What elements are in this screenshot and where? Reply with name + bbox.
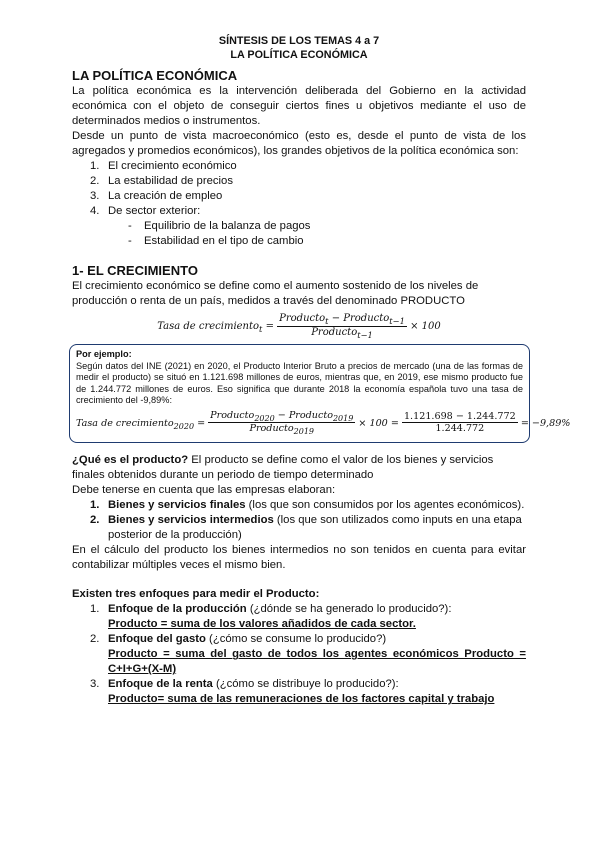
list-item: 1. Enfoque de la producción (¿dónde se ha generado lo producido?): Producto = suma de los valores añadidos de cada sector. <box>90 603 452 631</box>
list-item: 3. Enfoque de la renta (¿cómo se distribuye lo producido?): Producto= suma de las remuneraciones de los factores capital y trabajo <box>90 678 495 706</box>
list-item: 2. La estabilidad de precios <box>90 175 233 187</box>
objectives-list <box>72 159 526 219</box>
list-item: 1. El crecimiento económico <box>90 160 237 172</box>
paragraph-producto-definition: ¿Qué es el producto? El producto se define como el valor de los bienes y servicios finales obtenidos durante un periodo de tiempo determinado <box>72 454 494 482</box>
enfoques-heading: Existen tres enfoques para medir el Producto: <box>72 588 320 601</box>
document-page <box>72 34 571 707</box>
list-item: 3. La creación de empleo <box>90 190 223 202</box>
list-item: 1. Bienes y servicios finales (los que son consumidos por los agentes económicos). <box>90 499 525 512</box>
paragraph-objectives-intro: Desde un punto de vista macroeconómico (esto es, desde el punto de vista de los agregados y promedios económicos), los grandes objetivos de la política económica son: <box>72 130 526 157</box>
paragraph-empresas: Debe tenerse en cuenta que las empresas elaboran: <box>72 484 336 497</box>
example-box <box>69 344 571 443</box>
example-title: Por ejemplo: <box>76 349 132 359</box>
example-text: Según datos del INE (2021) en 2020, el Producto Interior Bruto a precios de mercado (una de las formas de medir el producto) se situó en 1.121.698 millones de euros, mientras que, en 2019, ese mismo producto fue de 1.244.772 millones de euros. Eso significa que durante 2018 la economía española tuvo una tasa de crecimiento del -9,89%: <box>76 360 523 405</box>
list-item: 2. Enfoque del gasto (¿cómo se consume lo producido?) Producto = suma del gasto de todos los agentes económicos Producto = C+I+G+(X-M) <box>90 633 526 676</box>
paragraph-intermedios: En el cálculo del producto los bienes intermedios no son tenidos en cuenta para evitar contabilizar múltiples veces el mismo bien. <box>72 544 526 572</box>
title-line-1: SÍNTESIS DE LOS TEMAS 4 a 7 <box>218 35 380 47</box>
sub-objectives-list <box>72 219 526 249</box>
list-item: 2. Bienes y servicios intermedios (los que son utilizados como inputs en una etapa posterior de la producción) <box>90 514 522 542</box>
section-heading-politica: LA POLÍTICA ECONÓMICA <box>72 68 238 83</box>
example-formula: Tasa de crecimiento$_{2020}$ = $\frac{Producto_{2020} - Producto_{2019}}{Producto_{2019}}$ × 100 = $\frac{1.121.698 - 1.244.772}{1.244.772}$ = −9,89% <box>76 409 571 437</box>
growth-rate-formula: Tasa de crecimiento$_t$ = $\frac{Producto_t - Producto_{t-1}}{Producto_{t-1}}$ × 100 <box>157 313 441 340</box>
list-item: - Equilibrio de la balanza de pagos <box>128 220 311 232</box>
enfoques-list <box>72 602 526 707</box>
paragraph-crecimiento: El crecimiento económico se define como el aumento sostenido de los niveles de producción o renta de un país, medidos a través del denominado PRODUCTO <box>72 280 479 307</box>
section-heading-crecimiento: 1- EL CRECIMIENTO <box>72 263 198 278</box>
list-item: - Estabilidad en el tipo de cambio <box>128 235 304 247</box>
list-item: 4. De sector exterior: <box>90 205 201 217</box>
goods-list <box>72 498 526 543</box>
document-title <box>72 34 526 62</box>
title-line-2: LA POLÍTICA ECONÓMICA <box>230 49 368 61</box>
paragraph-definition: La política económica es la intervención deliberada del Gobierno en la actividad económica con el objeto de conseguir ciertos fines u objetivos mediante el uso de determinados medios o instrumentos. <box>72 85 526 127</box>
